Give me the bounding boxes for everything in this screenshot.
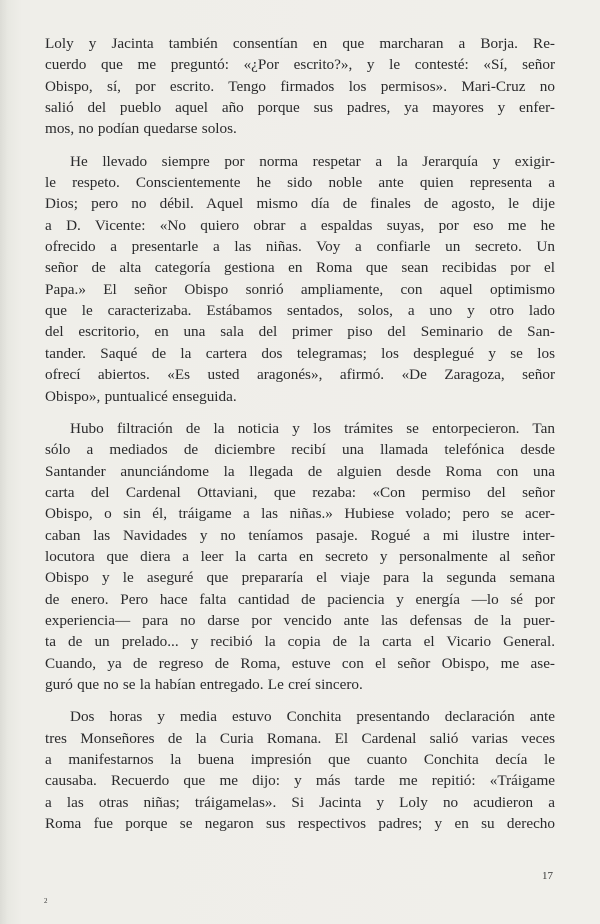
text-line: a D. Vicente: «No quiero obrar a espaldas suyas, por eso me he [45, 216, 555, 234]
text-line: tander. Saqué de la cartera dos telegramas; los desplegué y se los [45, 344, 555, 362]
text-line: Obispo», puntualicé enseguida. [45, 387, 237, 405]
text-line: a manifestarnos la buena impresión que cuanto Conchita decía le [45, 751, 555, 768]
text-line: Santander anunciándome la llegada de alguien desde Roma con una [45, 462, 555, 480]
text-line: causaba. Recuerdo que me dijo: y más tarde me repitió: «Tráigame [45, 772, 555, 790]
text-line: Dos horas y media estuvo Conchita presentando declaración ante [70, 708, 555, 726]
text-line: ofrecido a presentarle a las niñas. Voy a confiarle un secreto. Un [45, 238, 555, 256]
text-line: Obispo y le aseguré que prepararía el viaje para la segunda semana [45, 569, 555, 587]
text-line: salió del pueblo aquel año porque sus padres, ya mayores y enfer- [45, 99, 555, 117]
body-text [45, 33, 555, 834]
text-line: experiencia— para no darse por vencido ante las defensas de la puer- [45, 611, 555, 629]
text-line: guró que no se la habían entregado. Le creí sincero. [45, 675, 363, 693]
text-line: Loly y Jacinta también consentían en que marcharan a Borja. Re- [45, 35, 555, 52]
text-line: le respeto. Conscientemente he sido noble ante quien representa a [45, 174, 555, 192]
text-line: tres Monseñores de la Curia Romana. El Cardenal salió varias veces [45, 729, 555, 747]
text-line: Papa.» El señor Obispo sonrió ampliamente, con aquel optimismo [45, 280, 555, 298]
text-line: Dios; pero no débil. Aquel mismo día de finales de agosto, le dije [45, 195, 555, 213]
text-line: cuerdo que me preguntó: «¿Por escrito?», y le contesté: «Sí, señor [45, 56, 555, 74]
text-line: Obispo, o sin él, tráigame a las niñas.» Hubiese volado; pero se acer- [45, 505, 555, 523]
paragraph [45, 418, 555, 695]
text-line: sólo a mediados de diciembre recibí una llamada telefónica desde [45, 441, 555, 459]
text-line: Hubo filtración de la noticia y los trámites se entorpecieron. Tan [70, 419, 555, 437]
text-line: señor de alta categoría gestiona en Roma que sean recibidas por el [45, 259, 555, 277]
page-footer [45, 870, 555, 910]
text-line: ta de un prelado... y recibió la copia de la carta el Vicario General. [45, 633, 555, 651]
text-line: Roma fue porque se negaron sus respectivos padres; y en su derecho [45, 815, 555, 833]
text-line: mos, no podían quedarse solos. [45, 120, 237, 138]
text-line: que le caracterizaba. Estábamos sentados, solos, a uno y otro lado [45, 302, 555, 320]
text-line: locutora que diera a leer la carta en secreto y personalmente al señor [45, 547, 555, 565]
paragraph [45, 151, 555, 407]
paragraph [45, 33, 555, 140]
text-line: Cuando, ya de regreso de Roma, estuve con el señor Obispo, me ase- [45, 654, 555, 672]
text-line: a las otras niñas; tráigamelas». Si Jacinta y Loly no acudieron a [45, 793, 555, 811]
page-number: 17 [542, 870, 553, 883]
text-line: He llevado siempre por norma respetar a la Jerarquía y exigir- [70, 152, 555, 170]
text-line: carta del Cardenal Ottaviani, que rezaba: «Con permiso del señor [45, 483, 555, 501]
text-line: de enero. Pero hace falta cantidad de paciencia y energía —lo sé por [45, 590, 555, 608]
text-line: ofrecí abiertos. «Es usted aragonés», afirmó. «De Zaragoza, señor [45, 366, 555, 384]
text-line: del escritorio, en una sala del primer piso del Seminario de San- [45, 323, 555, 341]
text-line: Obispo, sí, por escrito. Tengo firmados los permisos». Mari-Cruz no [45, 77, 555, 95]
paragraph [45, 706, 555, 834]
text-line: caban las Navidades y no teníamos pasaje. Rogué a mi ilustre inter- [45, 526, 555, 544]
signature-mark: 2 [44, 897, 48, 906]
